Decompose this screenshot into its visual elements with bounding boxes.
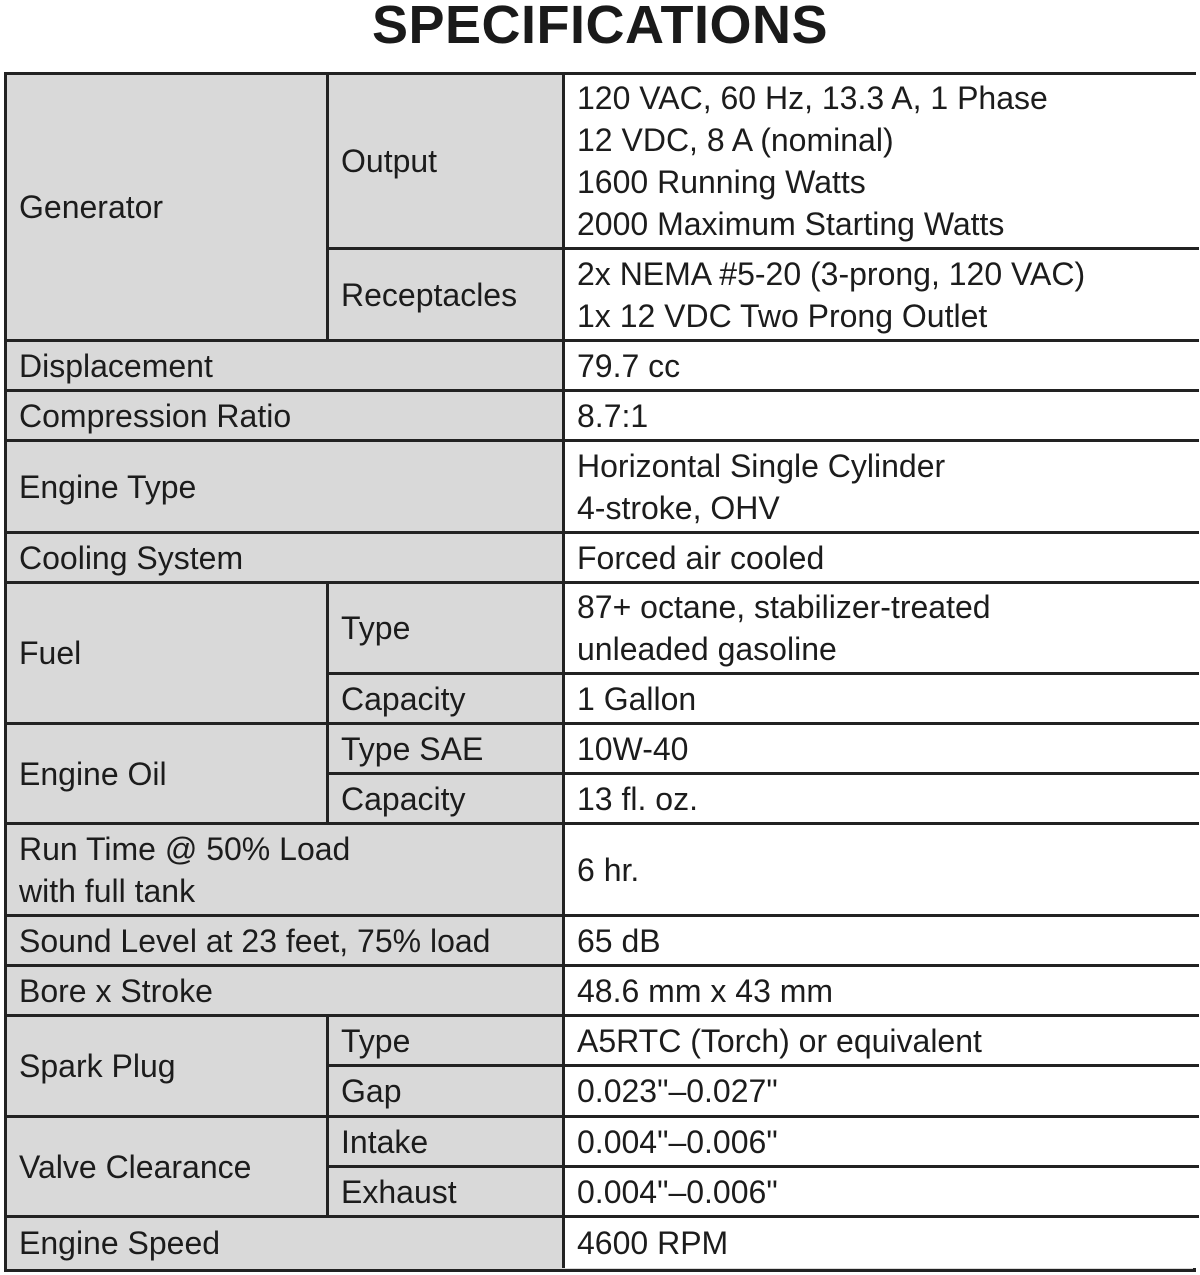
- engine-oil-label: Engine Oil: [7, 725, 329, 825]
- cooling-system-label: Cooling System: [7, 534, 565, 584]
- valve-exhaust-label: Exhaust: [329, 1168, 565, 1218]
- sound-level-label: Sound Level at 23 feet, 75% load: [7, 917, 565, 967]
- valve-exhaust-value: 0.004"–0.006": [565, 1168, 1199, 1218]
- engine-oil-capacity-value: 13 fl. oz.: [565, 775, 1199, 825]
- fuel-type-label: Type: [329, 584, 565, 675]
- bore-stroke-label: Bore x Stroke: [7, 967, 565, 1017]
- fuel-capacity-label: Capacity: [329, 675, 565, 725]
- bore-stroke-value: 48.6 mm x 43 mm: [565, 967, 1199, 1017]
- run-time-label: Run Time @ 50% Load with full tank: [7, 825, 565, 917]
- spark-plug-gap-label: Gap: [329, 1067, 565, 1118]
- page-title: SPECIFICATIONS: [371, 0, 829, 55]
- sound-level-value: 65 dB: [565, 917, 1199, 967]
- spark-plug-gap-value: 0.023"–0.027": [565, 1067, 1199, 1118]
- engine-oil-type-value: 10W-40: [565, 725, 1199, 775]
- fuel-type-value: 87+ octane, stabilizer-treated unleaded gasoline: [565, 584, 1199, 675]
- engine-speed-value: 4600 RPM: [565, 1218, 1199, 1268]
- valve-clearance-label: Valve Clearance: [7, 1118, 329, 1218]
- engine-speed-label: Engine Speed: [7, 1218, 565, 1268]
- generator-receptacles-value: 2x NEMA #5-20 (3-prong, 120 VAC) 1x 12 VDC Two Prong Outlet: [565, 250, 1199, 342]
- displacement-value: 79.7 cc: [565, 342, 1199, 392]
- engine-type-label: Engine Type: [7, 442, 565, 534]
- spark-plug-type-label: Type: [329, 1017, 565, 1067]
- displacement-label: Displacement: [7, 342, 565, 392]
- fuel-label: Fuel: [7, 584, 329, 725]
- engine-type-value: Horizontal Single Cylinder 4-stroke, OHV: [565, 442, 1199, 534]
- compression-ratio-label: Compression Ratio: [7, 392, 565, 442]
- compression-ratio-value: 8.7:1: [565, 392, 1199, 442]
- generator-output-label: Output: [329, 75, 565, 250]
- valve-intake-label: Intake: [329, 1118, 565, 1168]
- specifications-table: [4, 72, 1196, 1272]
- engine-oil-type-label: Type SAE: [329, 725, 565, 775]
- run-time-value: 6 hr.: [565, 825, 1199, 917]
- generator-receptacles-label: Receptacles: [329, 250, 565, 342]
- fuel-capacity-value: 1 Gallon: [565, 675, 1199, 725]
- valve-intake-value: 0.004"–0.006": [565, 1118, 1199, 1168]
- engine-oil-capacity-label: Capacity: [329, 775, 565, 825]
- generator-label: Generator: [7, 75, 329, 342]
- spark-plug-type-value: A5RTC (Torch) or equivalent: [565, 1017, 1199, 1067]
- spark-plug-label: Spark Plug: [7, 1017, 329, 1118]
- cooling-system-value: Forced air cooled: [565, 534, 1199, 584]
- generator-output-value: 120 VAC, 60 Hz, 13.3 A, 1 Phase 12 VDC, 8 A (nominal) 1600 Running Watts 2000 Maximum Starting Watts: [565, 75, 1199, 250]
